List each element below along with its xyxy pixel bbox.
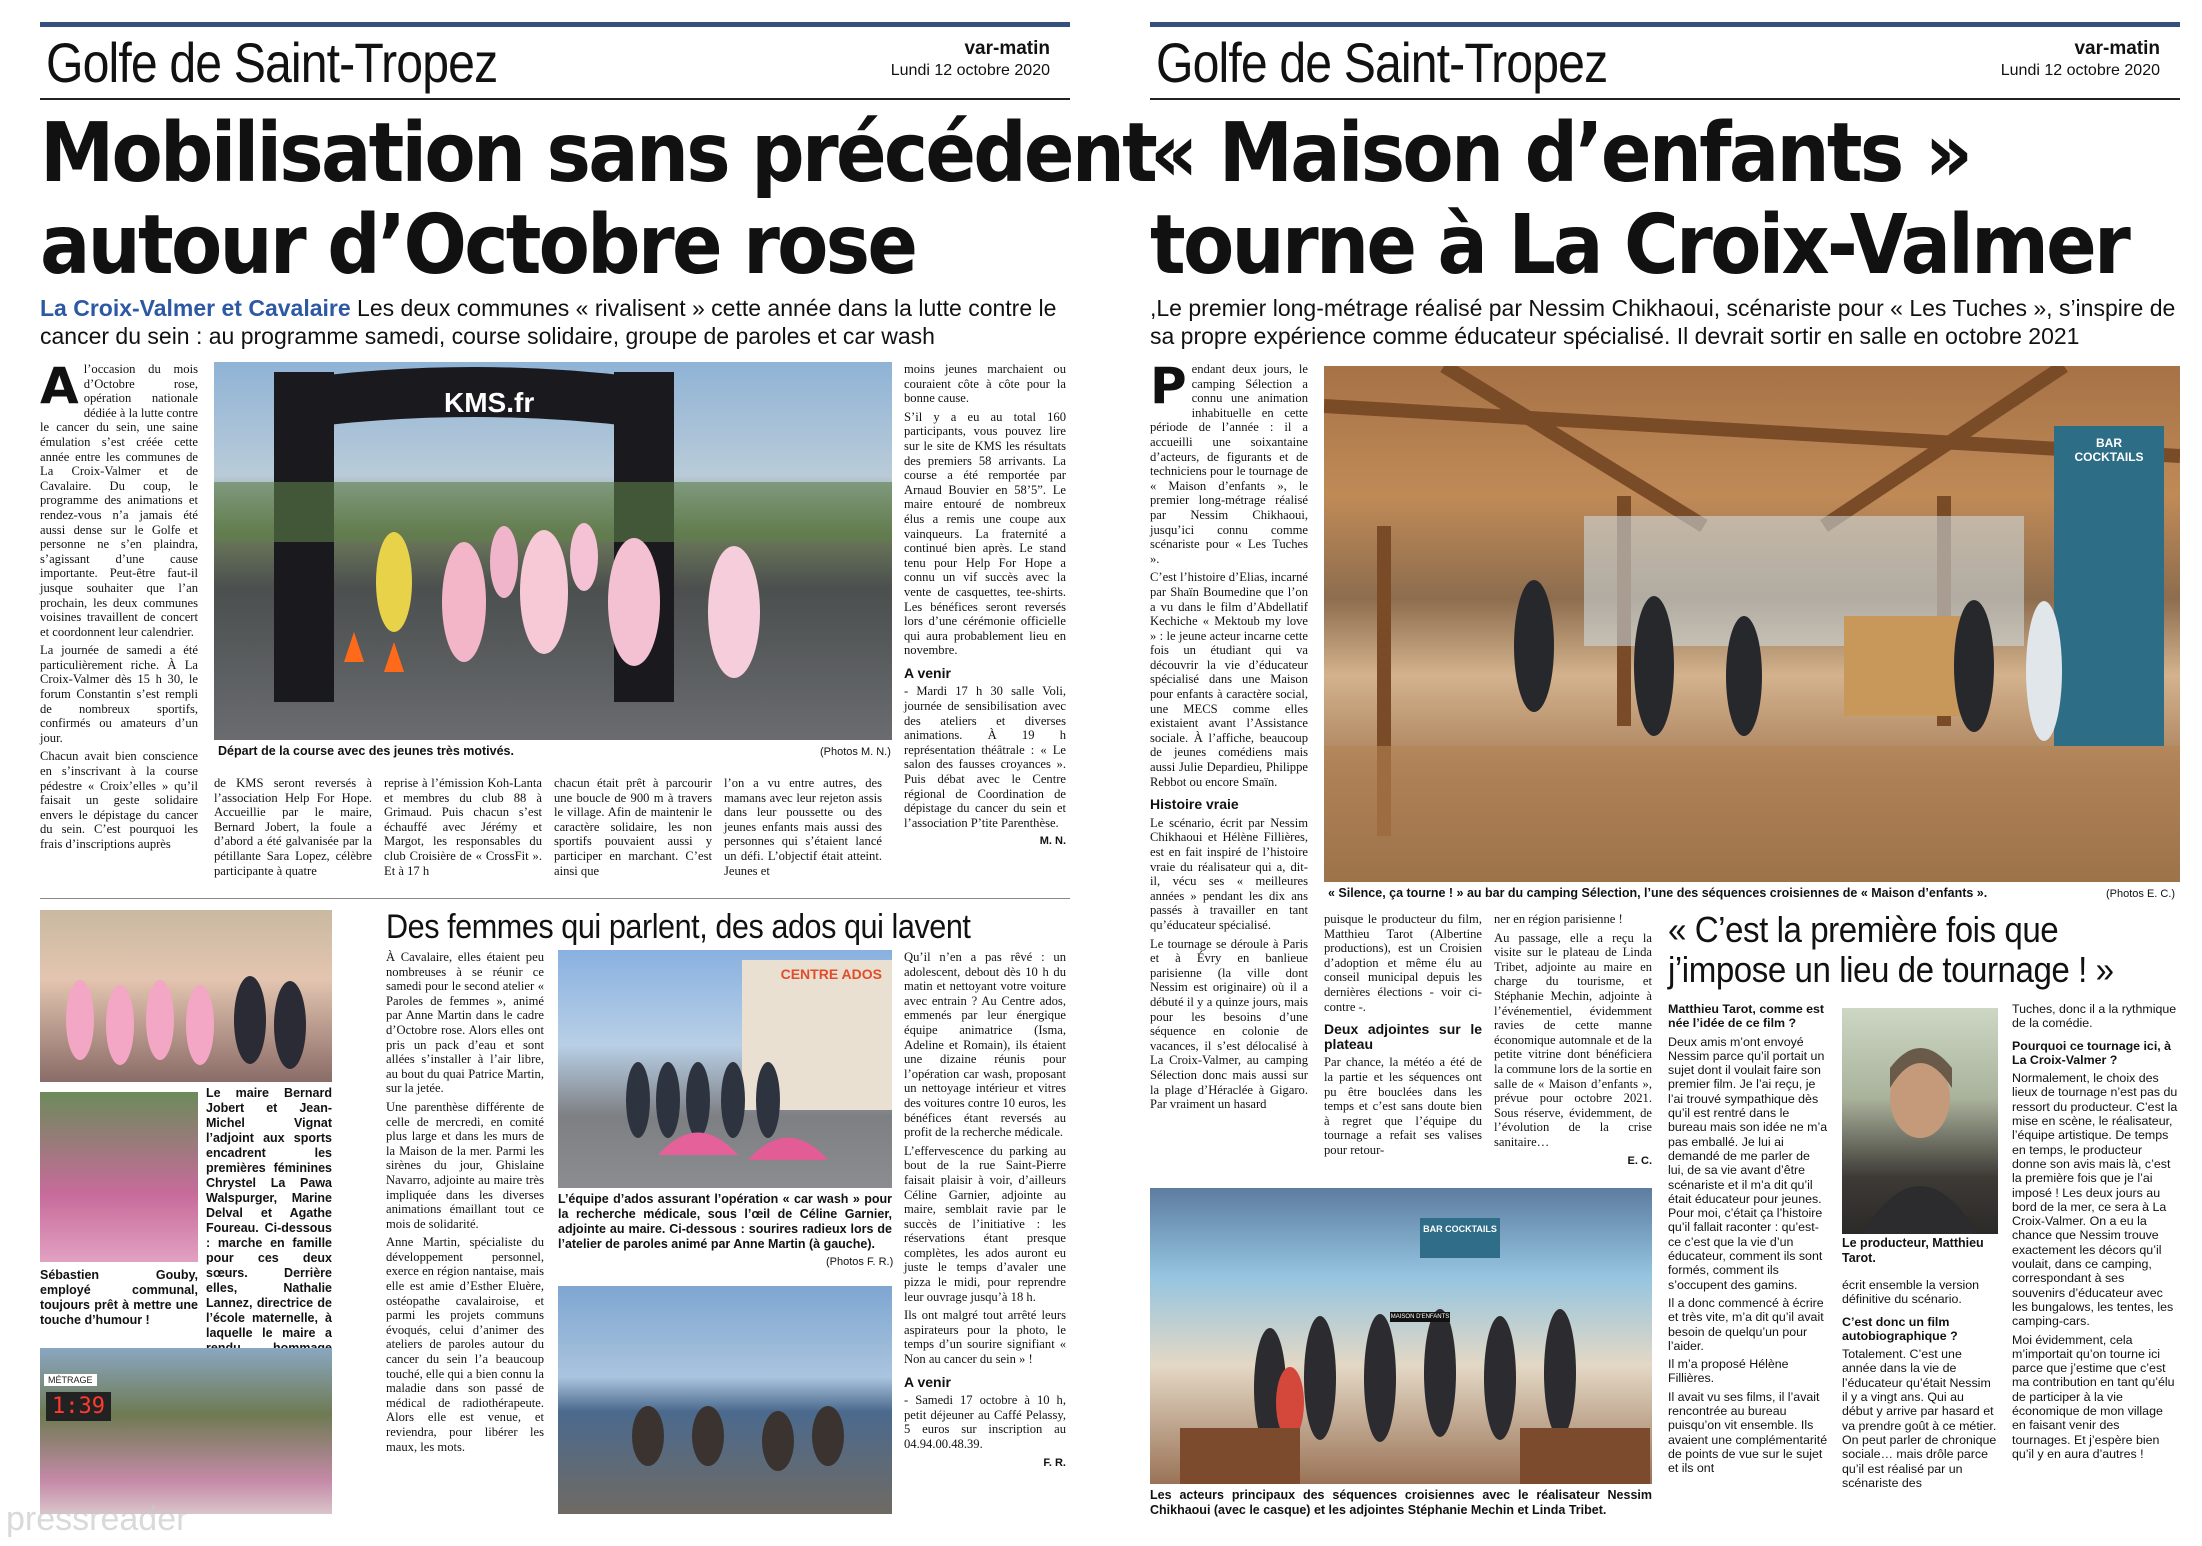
left-page	[40, 0, 1156, 1546]
answer: Moi évidemment, cela m’importait qu’on tourne ici parce que j’estime que c’est ma contribution en tant qu’élu de participer à la vie économique de mon village en faisant venir des tournages. Et j’espère bien qu’il y en aura d’autres !	[2012, 1332, 2175, 1461]
article-column-1	[1150, 357, 1308, 1116]
race-finish-photo	[40, 1348, 332, 1514]
main-headline	[1150, 106, 2129, 293]
banner-text: KMS.fr	[444, 387, 535, 418]
group-illustration	[40, 910, 332, 1082]
mayor-group-photo	[40, 910, 332, 1082]
section-title: Golfe de Saint-Tropez	[46, 31, 498, 94]
paragraph: Le tournage se déroule à Paris et à Évry en banlieue parisienne (la ville dont Nessim est originaire) où il a débuté il y a quinze jours, mais pour les besoins d’une séquence en colonie de vacances, il s’est délocalisé à La Croix-Valmer, au camping Sélection donc mais aussi sur la plage d’Héraclée à Gigaro. Par vraiment un hasard	[1150, 936, 1308, 1112]
dropcap: A	[40, 357, 79, 415]
bar-photo-caption: « Silence, ça tourne ! » au bar du camping Sélection, l’une des séquences croisiennes de « Maison d’enfants ».	[1328, 886, 1988, 900]
answer: Tuches, donc il a la rythmique de la comédie.	[2012, 1002, 2177, 1031]
answer: Totalement. C’est une année dans la vie de l’éducateur qu’était Nessim il y a vingt ans. Qui au début y arrive par hasard et va prendre goût à ce métier. On peut parler de chronique sociale… mais drôle parce qu’il est réalisé par un scénariste des	[1842, 1347, 1997, 1490]
masthead-brand: var-matin	[2074, 38, 2160, 59]
paragraph: Le scénario, écrit par Nessim Chikhaoui et Hélène Fillières, est en fait inspiré de l’histoire vraie du réalisateur qui a, dit-il, vécu ses « meilleures années » pendant les dix ans passés à travailler en tant qu’éducateur spécialisé.	[1150, 815, 1308, 932]
carwash-credit: (Photos F. R.)	[826, 1256, 894, 1268]
main-headline	[40, 106, 1156, 293]
histoire-subhead: Histoire vraie	[1150, 796, 1239, 813]
bar-cocktails-sign: BAR COCKTAILS	[2074, 436, 2144, 464]
paragraph: L’effervescence du parking au bout de la rue Saint-Pierre faisait plaisir à voir, d’ailleurs Céline Garnier, adjointe au maire, semblait ravie par le succès de l’initiative : les réservations étant presque complètes, les ados auront eu juste le temps d’avaler une pizza le midi, pour reprendre leur ouvrage jusqu’à 18 h.	[904, 1143, 1066, 1304]
headline-line-2: tourne à La Croix-Valmer	[1150, 198, 2129, 293]
metrage-sign: MÉTRAGE	[44, 1374, 97, 1386]
section-divider	[40, 898, 1070, 899]
cast-photo-caption: Les acteurs principaux des séquences croisiennes avec le réalisateur Nessim Chikhaoui (avec le casque) et les adjointes Stéphanie Mechin et Linda Tribet.	[1150, 1488, 1652, 1517]
group-bar-sign: BAR COCKTAILS	[1423, 1224, 1497, 1234]
article-column-2: de KMS seront reversés à l’association Help For Hope. Accueillie par le maire, Bernard Jobert, la foule a d’abord a été galvanisée par la pétillante Sara Lopez, célèbre participante à quatre	[214, 776, 372, 878]
sisters-photo	[40, 1092, 198, 1262]
interview-headline	[1668, 910, 2146, 990]
producer-portrait	[1842, 1008, 1998, 1234]
avenir-subhead: A venir	[904, 1373, 951, 1390]
bar-illustration	[1324, 366, 2180, 882]
femmes-column-2	[904, 950, 1066, 1470]
sub-headline: Des femmes qui parlent, des ados qui lavent	[386, 908, 971, 946]
headline-line-1: « Maison d’enfants »	[1150, 106, 1971, 201]
page-header	[1150, 30, 2180, 100]
carwash-illustration	[558, 950, 892, 1188]
producer-illustration	[1842, 1008, 1998, 1234]
paragraph: - Samedi 17 octobre à 10 h, petit déjeuner au Caffé Pelassy, 5 euros sur inscription au 04.94.00.48.39.	[904, 1393, 1066, 1451]
race-photo-credit: (Photos M. N.)	[820, 746, 891, 758]
article-column-6	[904, 362, 1066, 849]
masthead	[2001, 38, 2160, 80]
article-column-3: reprise à l’émission Koh-Lanta et membres du club 88 à Grimaud. Puis chacun s’est échauffé avec Jérémy et Margot, les responsables du club Croisière de « CrossFit ». Et à 17 h	[384, 776, 542, 878]
answer: Deux amis m’ont envoyé Nessim parce qu’il portait un sujet dont il voulait faire son premier film. Je l’ai reçu, je l’ai trouvé sympathique dès qu’il est rentré dans le bureau mais son idée ne m’a pas emballé. Je lui ai demandé de me parler de lui, de sa vie avant d’être scénariste et il m’a dit qu’il était éducateur pour jeunes. Pour moi, c’était ça l’histoire qu’il fallait raconter : qu’est-ce c’est que la vie d’un éducateur, comment ils sont formés, comment ils s’occupent des gamins.	[1668, 1034, 1828, 1292]
avenir-subhead: A venir	[904, 664, 951, 681]
byline: E. C.	[1627, 1154, 1652, 1167]
carwash-caption: L’équipe d’ados assurant l’opération « car wash » pour la recherche médicale, sous l’œil de Céline Garnier, adjointe au maire. Ci-dessous : sourires radieux lors de l’atelier de paroles animé par Anne Martin (à gauche).	[558, 1192, 892, 1251]
interview-column-2	[1842, 1278, 1998, 1494]
paragraph: La journée de samedi a été particulièrement riche. À La Croix-Valmer dès 15 h 30, le forum Constantin s’est rempli de nombreux sportifs, confirmés ou amateurs d’un jour.	[40, 643, 198, 745]
paragraph: Par chance, la météo a été de la partie et les séquences ont pu être bouclées dans les temps et c’est sans doute bien à regret que l’équipe du tournage a refait ses valises pour retour-	[1324, 1055, 1482, 1157]
race-photo-caption: Départ de la course avec des jeunes très motivés.	[218, 744, 514, 758]
paragraph: - Mardi 17 h 30 salle Voli, journée de sensibilisation avec des ateliers et diverses animations. À 19 h représentation théâtrale : « Le salon des fausses croyances ». Puis débat avec le Centre régional de Coordination de dépistage du cancer du sein et l’association P’tite Parenthèse.	[904, 684, 1066, 830]
bar-filming-photo	[1324, 366, 2180, 882]
answer: écrit ensemble la version définitive du scénario.	[1842, 1278, 1980, 1307]
article-column-4: chacun était prêt à parcourir une boucle de 900 m à travers le village. Afin de maintenir le caractère solidaire, les non sportifs pouvaient aussi y participer en marchant. C’est ainsi que	[554, 776, 712, 878]
byline: M. N.	[1039, 835, 1066, 848]
mayor-caption: Le maire Bernard Jobert et Jean-Michel Vignat l’adjoint aux sports encadrent les premières féminines Chrystel La Pawa Walspurger, Marine Delval et Agathe Foureau. Ci-dessous : marche en famille pour ces deux sœurs. Derrière elles, Nathalie Lannez, directrice de l’école maternelle, à laquelle le maire a	[206, 1086, 332, 1340]
paragraph: Une parenthèse différente de celle de mercredi, en comité plus large et dans les murs de la Maison de la mer. Parmi les sirènes du jour, Ghislaine Navarro, adjointe au maire très impliquée dans les diverses animations émaillant tout ce mois de solidarité.	[386, 1099, 544, 1231]
paragraph: ner en région parisienne !	[1494, 912, 1623, 926]
paragraph: endant deux jours, le camping Sélection a connu une animation inhabituelle en cette période de l’année : il a accueilli une soixantaine d’acteurs, de figurants et de techniciens pour le tournage de « Maison d’enfants », le premier long-métrage réalisé par Nessim Chikhaoui, jusqu’ici connu comme scénariste pour « Les Tuches ».	[1150, 362, 1308, 566]
headline-line-1: Mobilisation sans précédent	[40, 106, 1156, 201]
page-header	[40, 30, 1070, 100]
article-column-1	[40, 357, 198, 856]
paragraph: moins jeunes marchaient ou couraient côte à côte pour la bonne cause.	[904, 362, 1066, 406]
answer: Il a donc commencé à écrire et très vite, m’a dit qu’il avait besoin de quelqu’un pour l’aider.	[1668, 1295, 1824, 1353]
cast-group-photo	[1150, 1188, 1652, 1484]
question: Pourquoi ce tournage ici, à La Croix-Valmer ?	[2012, 1038, 2172, 1067]
paragraph: Au passage, elle a reçu la visite sur le plateau de Linda Tribet, adjointe au maire en charge du tourisme, et Stéphanie Mechin, adjointe à l’événementiel, évidemment ravies de cette manne économique automnale et de la petite vitrine dont bénéficiera la commune lors de la sortie en salle de « Maison d’enfants », prévue pour octobre 2021. Sous réserve, évidemment, de l’évolution de la crise sanitaire…	[1494, 930, 1652, 1149]
masthead	[891, 38, 1050, 80]
byline: F. R.	[1043, 1456, 1066, 1469]
centre-ados-sign: CENTRE ADOS	[780, 966, 882, 982]
standfirst	[40, 294, 1070, 350]
answer: Normalement, le choix des lieux de tournage n’est pas du ressort du producteur. C’est la mise en scène, le réalisateur, l’équipe artistique. De temps en temps, le producteur donne son avis mais là, c’est la première fois que je l’ai imposé ! Les deux jours au bord de la mer, ce sera à La Croix-Valmer. On a eu la chance que Nessim trouve exactement les décors qu’il voulait, dans ce camping, correspondant à ses souvenirs d’éducateur avec les bungalows, les tentes, les camping-cars.	[2012, 1071, 2178, 1329]
paragraph: C’est l’histoire d’Elias, incarné par Shaïn Boumedine que l’on a vu dans le film d’Abdellatif Kechiche « Mektoub my love » : le jeune acteur incarne cette fois un étudiant qui va découvrir la vie d’éducateur spécialisé dans une Maison pour enfants à caractère social, une MECS comme elles existaient avant l’Assistance sociale. À l’affiche, beaucoup de jeunes comédiens mais aussi Julie Depardieu, Philippe Rebbot ou encore Smaïn.	[1150, 570, 1308, 789]
headline-line-2: autour d’Octobre rose	[40, 198, 916, 293]
clapperboard: MAISON D'ENFANTS	[1390, 1314, 1450, 1320]
paragraph: Ils ont malgré tout arrêté leurs aspirateurs pour la photo, le temps d’un sourire signifiant « Non au cancer du sein » !	[904, 1308, 1066, 1367]
article-column-2	[1324, 912, 1482, 1162]
paragraph: puisque le producteur du film, Matthieu Tarot (Albertine productions), est un Croisien d’adoption et même élu au conseil municipal depuis les dernières élections - voir ci-contre -.	[1324, 912, 1482, 1014]
question: Matthieu Tarot, comme est née l’idée de ce film ?	[1668, 1002, 1825, 1031]
masthead-date: Lundi 12 octobre 2020	[2000, 62, 2160, 79]
femmes-column-1	[386, 950, 544, 1458]
race-start-illustration	[214, 362, 892, 740]
paragraph: S’il y a eu au total 160 participants, vous pouvez lire sur le site de KMS les résultats des premiers 58 arrivants. La course a été remportée par Arnaud Bouvier en 58’5”. Le maire entouré de nombreux élus a remis une coupe aux vainqueurs. La fraternité a continué bien après. Le stand tenu pour Help For Hope a connu un vif succès avec la vente de casquettes, tee-shirts. Les bénéfices seront reversés lors d’une cérémonie officielle qui aura probablement lieu en novembre.	[904, 409, 1066, 658]
interview-column-1	[1668, 1002, 1828, 1480]
top-rule	[40, 22, 1070, 27]
standfirst-kicker: La Croix-Valmer et Cavalaire	[40, 295, 351, 321]
pressreader-watermark: pressreader	[6, 1500, 188, 1538]
interview-headline-line-2: j’impose un lieu de tournage ! »	[1668, 949, 2114, 990]
carwash-team-photo	[558, 950, 892, 1188]
cast-illustration	[1150, 1188, 1652, 1484]
top-rule	[1150, 22, 2180, 27]
paragraph: Chacun avait bien conscience en s’inscrivant à la course pédestre « Croix’elles » qu’il faisait un geste solidaire envers le dépistage du cancer du sein. C’est pourquoi les frais d’inscriptions auprès	[40, 749, 198, 851]
standfirst: ,Le premier long-métrage réalisé par Nessim Chikhaoui, scénariste pour « Les Tuches », s’inspire de sa propre expérience comme éducateur spécialisé. Il devrait sortir en salle en octobre 2021	[1150, 295, 2176, 349]
masthead-brand: var-matin	[964, 38, 1050, 59]
talk-group-photo	[558, 1286, 892, 1514]
masthead-date: Lundi 12 octobre 2020	[890, 62, 1050, 79]
answer: Il avait vu ses films, il l’avait rencontrée au bureau puisqu’on vit ensemble. Ils avaient une complémentarité de points de vue sur le sujet et ils ont	[1668, 1389, 1828, 1476]
right-page	[1150, 0, 2180, 1546]
question: C’est donc un film autobiographique ?	[1842, 1314, 1958, 1343]
paragraph: À Cavalaire, elles étaient peu nombreuses à se réunir ce samedi pour le second atelier « Paroles de femmes », animé par Anne Martin dans le cadre d’Octobre rose. Alors elles ont pris un pack d’eau et sont allées s’installer à l’air libre, au bout du quai Patrice Martin, sur la jetée.	[386, 950, 544, 1096]
article-column-5: l’on a vu entre autres, des mamans avec leur rejeton assis dans leur poussette ou des jeunes enfants mais aussi des personnes qui s’étaient lancé un défi. L’objectif était atteint. Jeunes et	[724, 776, 882, 878]
adjointes-subhead: Deux adjointes sur le plateau	[1324, 1021, 1482, 1052]
answer: Il m’a proposé Hélène Fillières.	[1668, 1357, 1789, 1386]
article-column-3	[1494, 912, 1652, 1168]
bar-photo-credit: (Photos E. C.)	[2106, 888, 2176, 900]
paragraph: Anne Martin, spécialiste du développement personnel, exerce en région nantaise, mais elle est amie d’Esther Eluère, ostéopathe cavalairoise, et parmi les projets communs évoqués, celui d’animer des ateliers de paroles autour du cancer du sein l’a beaucoup touché, elle qui a bien connu la maladie dans son passé de médical de radiothérapeute. Alors elle est venue, et reviendra, pour libérer les maux, les mots.	[386, 1235, 544, 1454]
interview-column-3	[2012, 1002, 2178, 1465]
standfirst-text: Les deux communes « rivalisent » cette année dans la lutte contre le cancer du sein : au programme samedi, course solidaire, groupe de paroles et car wash	[40, 295, 1057, 349]
producer-caption: Le producteur, Matthieu Tarot.	[1842, 1236, 1984, 1265]
paragraph: Qu’il n’en a pas rêvé : un adolescent, debout dès 10 h du matin et nettoyant votre voiture avec entrain ? Au Centre ados, emmenés par leur énergique équipe animatrice (Isma, Adeline et Romain), ils étaient une dizaine réunis pour l’opération car wash, proposant un nettoyage intérieur et vitres des voitures contre 10 euros, les bénéfices étant reversés au profit de la recherche médicale.	[904, 950, 1066, 1140]
race-start-photo	[214, 362, 892, 740]
section-title: Golfe de Saint-Tropez	[1156, 31, 1608, 94]
paragraph: l’occasion du mois d’Octobre rose, opération nationale dédiée à la lutte contre le cancer du sein, une saine émulation s’est créée cette année entre les communes de La Croix-Valmer et de Cavalaire. Du coup, le programme des animations et rendez-vous n’a jamais été aussi dense sur le Golfe et personne ne s’en plaindra, s’agissant d’une cause importante. Peut-être faut-il jusque souhaiter que l’an prochain, les deux communes voisines travaillent de concert et coordonnent leur calendrier.	[40, 362, 198, 639]
interview-headline-line-1: « C’est la première fois que	[1668, 909, 2059, 950]
race-timer: 1:39	[46, 1392, 111, 1421]
dropcap: P	[1150, 357, 1187, 415]
gouby-caption: Sébastien Gouby, employé communal, toujours prêt à mettre une touche d’humour !	[40, 1268, 198, 1327]
talk-illustration	[558, 1286, 892, 1514]
